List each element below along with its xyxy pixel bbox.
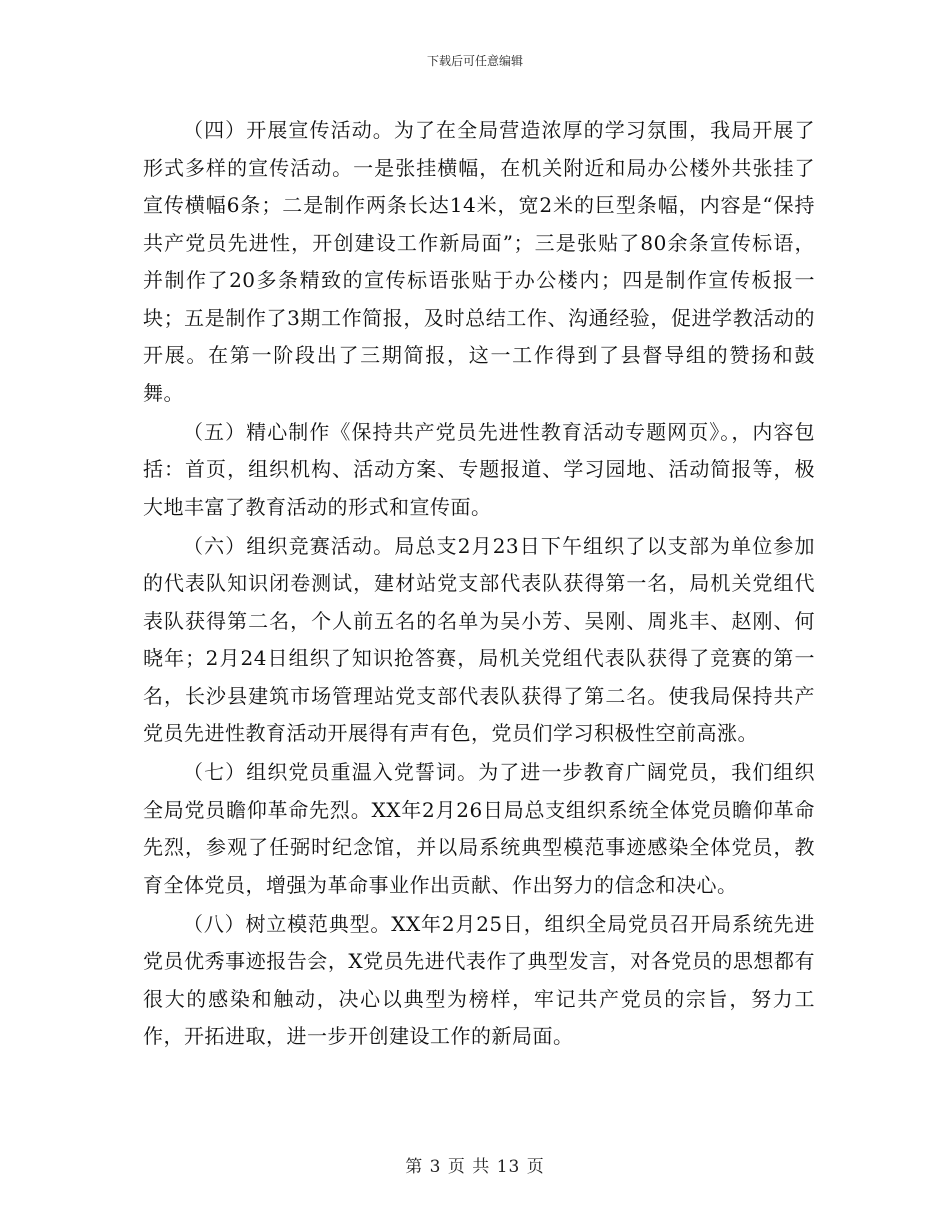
document-body	[143, 112, 815, 1056]
paragraph-section-4: （四）开展宣传活动。为了在全局营造浓厚的学习氛围，我局开展了形式多样的宣传活动。一是张挂横幅，在机关附近和局办公楼外共张挂了宣传横幅6条；二是制作两条长达14米，宽2米的巨型条幅，内容是“保持共产党员先进性，开创建设工作新局面”；三是张贴了80余条宣传标语，并制作了20多条精致的宣传标语张贴于办公楼内；四是制作宣传板报一块；五是制作了3期工作简报，及时总结工作、沟通经验，促进学教活动的开展。在第一阶段出了三期简报，这一工作得到了县督导组的赞扬和鼓舞。	[143, 118, 815, 405]
paragraph-section-8: （八）树立模范典型。XX年2月25日，组织全局党员召开局系统先进党员优秀事迹报告会，X党员先进代表作了典型发言，对各党员的思想都有很大的感染和触动，决心以典型为榜样，牢记共产党员的宗旨，努力工作，开拓进取，进一步开创建设工作的新局面。	[143, 911, 815, 1048]
paragraph-section-6: （六）组织竞赛活动。局总支2月23日下午组织了以支部为单位参加的代表队知识闭卷测试，建材站党支部代表队获得第一名，局机关党组代表队获得第二名，个人前五名的名单为吴小芳、吴刚、周兆丰、赵刚、何晓年；2月24日组织了知识抢答赛，局机关党组代表队获得了竞赛的第一名，长沙县建筑市场管理站党支部代表队获得了第二名。使我局保持共产党员先进性教育活动开展得有声有色，党员们学习积极性空前高涨。	[143, 533, 815, 745]
paragraph-section-7: （七）组织党员重温入党誓词。为了进一步教育广阔党员，我们组织全局党员瞻仰革命先烈。XX年2月26日局总支组织系统全体党员瞻仰革命先烈，参观了任弼时纪念馆，并以局系统典型模范事迹感染全体党员，教育全体党员，增强为革命事业作出贡献、作出努力的信念和决心。	[143, 760, 815, 897]
page-number-footer: 第 3 页 共 13 页	[405, 1157, 545, 1177]
page-header: 下载后可任意编辑	[426, 54, 523, 68]
paragraph-section-5: （五）精心制作《保持共产党员先进性教育活动专题网页》。，内容包括：首页，组织机构、活动方案、专题报道、学习园地、活动简报等，极大地丰富了教育活动的形式和宣传面。	[143, 419, 815, 519]
